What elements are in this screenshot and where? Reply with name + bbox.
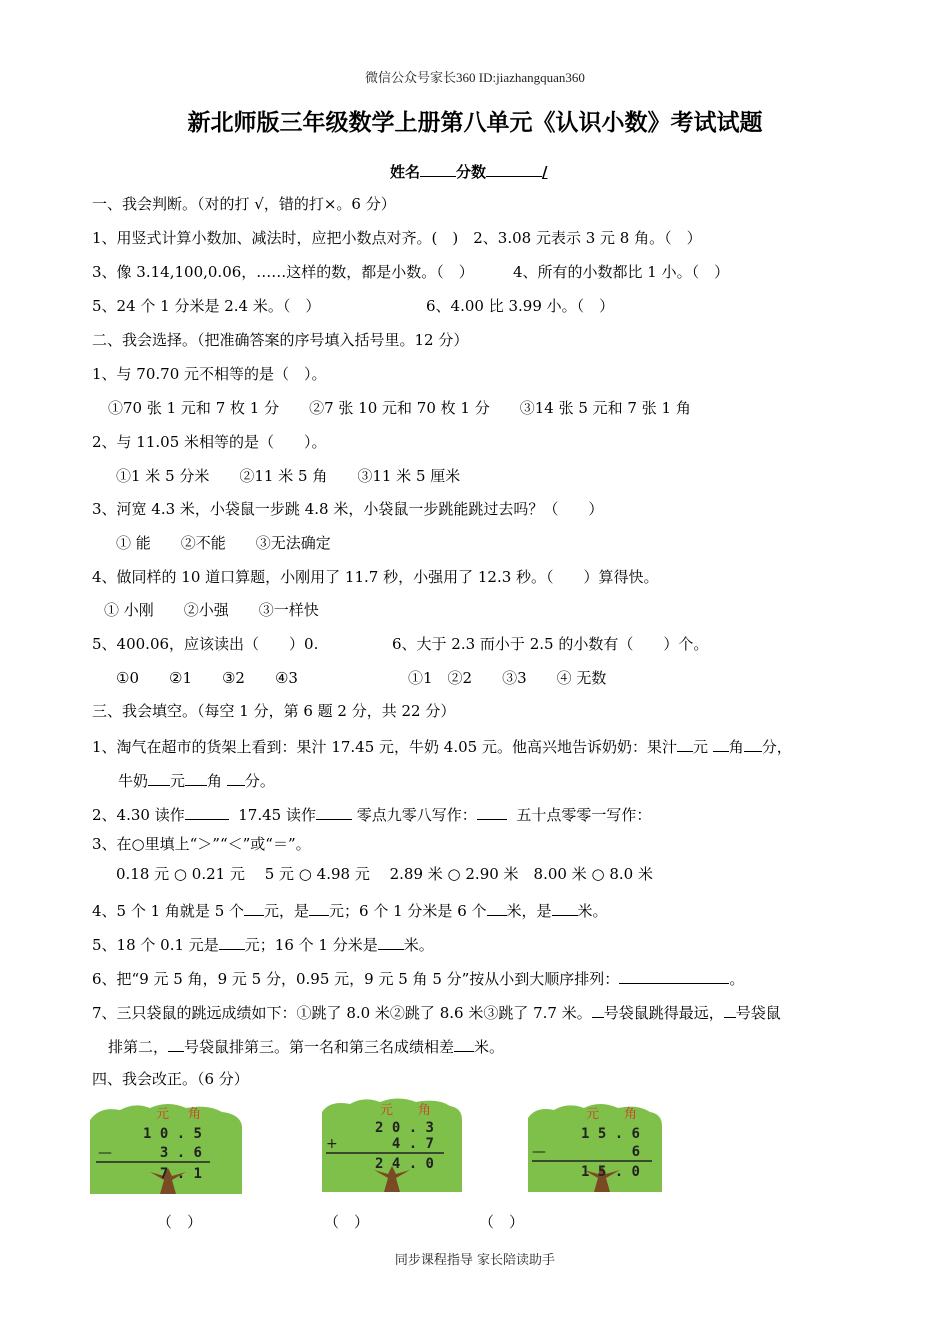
blank[interactable] <box>592 1001 604 1018</box>
blank[interactable] <box>477 803 507 820</box>
second-number: 3 . 6 <box>159 1145 202 1161</box>
s2-q1-options: ①70 张 1 元和 7 枚 1 分 ②7 张 10 元和 70 枚 1 分 ③14 张 5 元和 7 张 1 角 <box>108 399 691 417</box>
header-watermark: 微信公众号家长360 ID:jiazhangquan360 <box>365 70 585 85</box>
blank[interactable] <box>148 769 170 786</box>
operator: — <box>98 1145 112 1161</box>
q7-part-d: 排第二， <box>108 1038 169 1056</box>
result-number: 1 5 . 0 <box>580 1164 640 1180</box>
s3-q7-line1 <box>92 1001 781 1023</box>
s2-q4: 4、做同样的 10 道口算题，小刚用了 11.7 秒，小强用了 12.3 秒。（ ）算得快。 <box>92 568 659 586</box>
top-number: 1 0 . 5 <box>142 1126 202 1142</box>
second-number: 4 . 7 <box>391 1136 434 1152</box>
col-yuan: 元 <box>156 1107 170 1122</box>
q2-part-d: 五十点零零一写作： <box>516 806 652 824</box>
s1-line2a: 3、像 3.14,100,0.06，……这样的数，都是小数。（ ） <box>92 263 474 281</box>
s3-q5 <box>92 933 434 955</box>
col-jiao: 角 <box>624 1107 638 1122</box>
second-number: 6 <box>631 1144 640 1160</box>
unit-fen: 分， <box>761 738 792 756</box>
q7-part-f: 米。 <box>474 1038 505 1056</box>
blank[interactable] <box>487 899 507 916</box>
unit-jiao: 角 <box>728 738 744 756</box>
s3-q3: 3、在○里填上“＞”“＜”或“＝”。 <box>92 835 311 853</box>
unit-jiao: 角 <box>207 772 223 790</box>
name-label: 姓名 <box>390 163 421 181</box>
q4-part-c: 元；6 个 1 分米是 6 个 <box>329 902 487 920</box>
q4-part-d: 米，是 <box>506 902 552 920</box>
result-number: 2 4 . 0 <box>374 1156 434 1172</box>
top-number: 1 5 . 6 <box>580 1126 640 1142</box>
name-score-bar <box>390 160 548 182</box>
blank[interactable] <box>244 899 264 916</box>
operator: + <box>326 1136 338 1152</box>
s2-q4-options: ① 小刚 ②小强 ③一样快 <box>104 601 319 619</box>
name-blank[interactable] <box>420 160 456 177</box>
blank[interactable] <box>744 735 762 752</box>
unit-yuan: 元 <box>170 772 186 790</box>
milk-label: 牛奶 <box>118 772 149 790</box>
s2-q3: 3、河宽 4.3 米，小袋鼠一步跳 4.8 米，小袋鼠一步跳能跳过去吗？（ ） <box>92 500 604 518</box>
s2-q2-options: ①1 米 5 分米 ②11 米 5 角 ③11 米 5 厘米 <box>116 467 461 485</box>
col-jiao: 角 <box>418 1103 432 1118</box>
s1-line1: 1、用竖式计算小数加、减法时，应把小数点对齐。( ) 2、3.08 元表示 3 元 8 角。（ ） <box>92 229 702 247</box>
q5-part-a: 5、18 个 0.1 元是 <box>92 936 219 954</box>
s3-q1-text: 1、淘气在超市的货架上看到：果汁 17.45 元，牛奶 4.05 元。他高兴地告诉奶奶：果汁 <box>92 738 677 756</box>
q4-part-b: 元，是 <box>264 902 310 920</box>
q2-part-b: 17.45 读作 <box>238 806 316 824</box>
blank[interactable] <box>454 1035 474 1052</box>
blank[interactable] <box>168 1035 184 1052</box>
s2-q3-options: ① 能 ②不能 ③无法确定 <box>116 534 331 552</box>
s3-q6 <box>92 967 744 989</box>
section4-heading: 四、我会改正。（6 分） <box>92 1070 249 1088</box>
score-blank[interactable] <box>486 160 542 177</box>
s1-line3a: 5、24 个 1 分米是 2.4 米。（ ） <box>92 297 321 315</box>
q5-part-c: 米。 <box>403 936 434 954</box>
blank[interactable] <box>724 1001 736 1018</box>
section1-heading: 一、我会判断。（对的打 √，错的打×。6 分） <box>92 195 396 213</box>
q4-part-e: 米。 <box>577 902 608 920</box>
s3-q2 <box>92 803 651 825</box>
s2-q6: 6、大于 2.3 而小于 2.5 的小数有（ ）个。 <box>392 635 709 653</box>
tree-problem-3 <box>528 1102 662 1192</box>
s3-q3-items: 0.18 元 ○ 0.21 元 5 元 ○ 4.98 元 2.89 米 ○ 2.90 米 8.00 米 ○ 8.0 米 <box>116 865 653 883</box>
score-label: 分数 <box>456 163 487 181</box>
q7-part-b: 号袋鼠跳得最远， <box>603 1004 724 1022</box>
score-slash: / <box>542 163 548 181</box>
section3-heading: 三、我会填空。（每空 1 分，第 6 题 2 分，共 22 分） <box>92 702 456 720</box>
q7-part-c: 号袋鼠 <box>735 1004 781 1022</box>
col-yuan: 元 <box>380 1103 394 1118</box>
col-yuan: 元 <box>586 1107 600 1122</box>
s3-q4 <box>92 899 608 921</box>
blank[interactable] <box>552 899 578 916</box>
answer-bracket-3[interactable]: （ ） <box>479 1213 525 1231</box>
operator: — <box>532 1144 546 1160</box>
q2-part-c: 零点九零八写作： <box>356 806 477 824</box>
page-title: 新北师版三年级数学上册第八单元《认识小数》考试试题 <box>187 110 763 136</box>
blank[interactable] <box>316 803 352 820</box>
q6-text: 6、把“9 元 5 角，9 元 5 分，0.95 元，9 元 5 角 5 分”按从小到大顺序排列： <box>92 970 620 988</box>
section2-heading: 二、我会选择。（把准确答案的序号填入括号里。12 分） <box>92 331 469 349</box>
s1-line2b: 4、所有的小数都比 1 小。（ ） <box>513 263 730 281</box>
s3-q1-line1 <box>92 735 792 757</box>
q6-end: 。 <box>729 970 745 988</box>
blank[interactable] <box>378 933 404 950</box>
tree-problem-2 <box>322 1098 462 1192</box>
blank[interactable] <box>219 933 245 950</box>
s2-q5-options: ①0 ②1 ③2 ④3 <box>116 669 298 687</box>
answer-bracket-1[interactable]: （ ） <box>157 1213 203 1231</box>
q5-part-b: 元；16 个 1 分米是 <box>244 936 378 954</box>
s1-line3b: 6、4.00 比 3.99 小。（ ） <box>426 297 615 315</box>
q4-part-a: 4、5 个 1 角就是 5 个 <box>92 902 245 920</box>
footer-text: 同步课程指导 家长陪读助手 <box>394 1253 556 1268</box>
q7-part-e: 号袋鼠排第三。第一名和第三名成绩相差 <box>184 1038 455 1056</box>
answer-bracket-2[interactable]: （ ） <box>324 1213 370 1231</box>
q7-part-a: 7、三只袋鼠的跳远成绩如下：①跳了 8.0 米②跳了 8.6 米③跳了 7.7 米。 <box>92 1004 592 1022</box>
blank[interactable] <box>677 735 693 752</box>
blank[interactable] <box>185 769 207 786</box>
blank[interactable] <box>227 769 245 786</box>
s2-q6-options: ①1 ②2 ③3 ④ 无数 <box>408 669 607 687</box>
unit-fen: 分。 <box>244 772 275 790</box>
blank[interactable] <box>619 967 729 984</box>
s2-q1: 1、与 70.70 元不相等的是（ ）。 <box>92 365 327 383</box>
q2-part-a: 2、4.30 读作 <box>92 806 185 824</box>
tree-problem-1 <box>90 1102 242 1194</box>
unit-yuan: 元 <box>692 738 708 756</box>
s2-q2: 2、与 11.05 米相等的是（ ）。 <box>92 433 327 451</box>
top-number: 2 0 . 3 <box>374 1120 434 1136</box>
blank[interactable] <box>185 803 229 820</box>
blank[interactable] <box>309 899 329 916</box>
s2-q5: 5、400.06，应该读出（ ）0. <box>92 635 319 653</box>
blank[interactable] <box>713 735 729 752</box>
s3-q7-line2 <box>108 1035 504 1057</box>
col-jiao: 角 <box>188 1107 202 1122</box>
s3-q1-line2 <box>118 769 275 791</box>
result-number: 7 . 1 <box>159 1166 202 1182</box>
